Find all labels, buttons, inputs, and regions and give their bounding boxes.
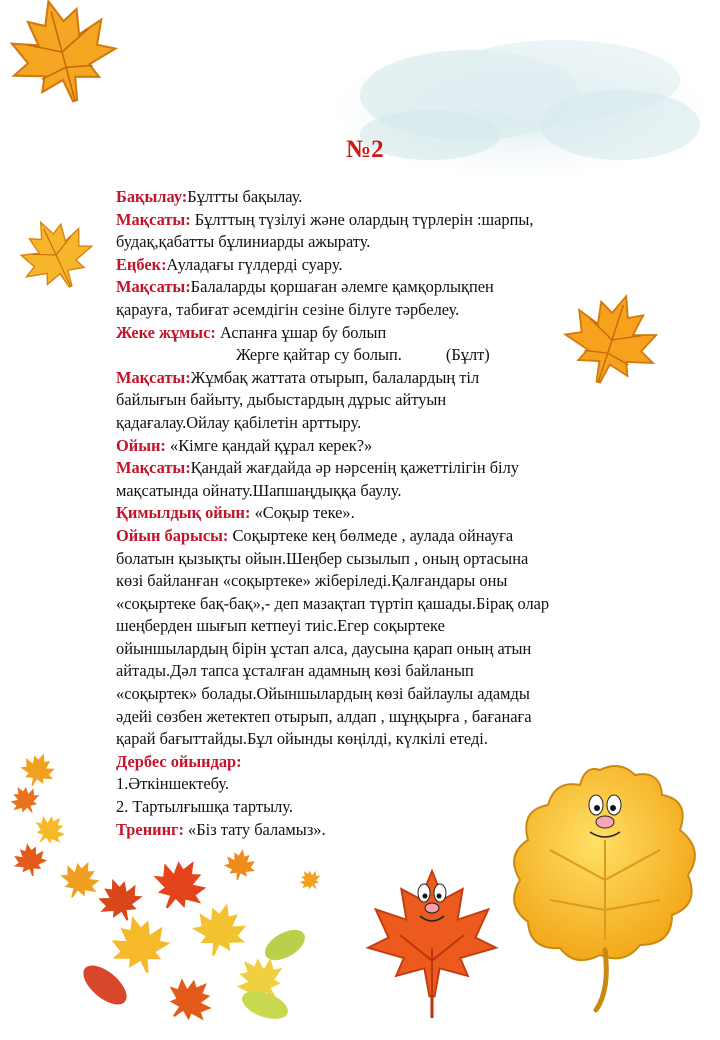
goal3-line	[116, 367, 616, 390]
game-process-line-2: «соқыртеке бақ-бақ»,- деп мазақтап түртіп қашады.Бірақ олар	[116, 593, 550, 613]
independent-line	[116, 751, 616, 774]
individual-line	[116, 322, 616, 345]
goal3-label: Мақсаты:	[116, 367, 191, 387]
goal4-text: Қандай жағдайда әр нәрсенің қажеттілігін білу	[190, 458, 519, 478]
maple-leaf-icon	[8, 207, 103, 301]
goal3-cont1: байлығын байыту, дыбыстардың дұрыс айтуын	[116, 390, 447, 410]
goal1-text: Бұлттың түзілуі және олардың түрлерін :шарпы,	[190, 209, 534, 229]
game-process-label: Ойын барысы:	[116, 525, 229, 545]
goal2-text: Балаларды қоршаған әлемге қамқорлықпен	[190, 277, 494, 297]
individual-riddle-line1: Аспанға ұшар бу болып	[215, 322, 387, 342]
independent-item: 1.Әткіншектебу.	[116, 774, 230, 794]
cloud-icon	[330, 40, 710, 180]
training-label: Тренинг:	[116, 819, 184, 839]
movement-line	[116, 502, 616, 525]
goal1-label: Мақсаты:	[116, 209, 191, 229]
game-process-line-7: әдейі сөзбен жетектеп отырып, алдап , шұңқырға , бағанаға	[116, 706, 532, 726]
goal4-label: Мақсаты:	[116, 458, 191, 478]
game1-label: Ойын:	[116, 435, 166, 455]
game-process-line-6: «соқыртек» болады.Ойыншылардың көзі байлаулы адамды	[116, 684, 530, 704]
game1-line	[116, 435, 616, 458]
training-text: «Біз тату баламыз».	[183, 819, 326, 839]
goal2-label: Мақсаты:	[116, 277, 191, 297]
goal1-line	[116, 209, 616, 232]
goal4-cont: мақсатында ойнату.Шапшаңдыққа баулу.	[116, 480, 402, 500]
game-process-line-0: болатын қызықты ойын.Шеңбер сызылып , оның ортасына	[116, 548, 529, 568]
observation-label: Бақылау:	[116, 187, 188, 206]
game-process-line-3: шеңберден шығып кетпеуі тиіс.Егер соқыртеке	[116, 616, 445, 636]
movement-text: «Соқыр теке».	[250, 503, 355, 523]
goal1-cont: будақ,қабатты бұлиниарды ажырату.	[116, 232, 371, 252]
goal3-cont2: қадағалау.Ойлау қабілетін арттыру.	[116, 412, 362, 432]
observation-line	[116, 186, 616, 209]
work-text: Ауладағы гүлдерді суару.	[166, 254, 343, 274]
page-title: №2	[346, 136, 384, 163]
game-process-line	[116, 525, 616, 548]
game-process-line-1: көзі байланған «соқыртеке» жіберіледі.Қалғандары оны	[116, 571, 508, 591]
work-line	[116, 254, 616, 277]
maple-leaf-icon	[0, 0, 126, 114]
goal2-cont: қарауға, табиғат әсемдігін сезіне білуге тәрбелеу.	[116, 299, 460, 319]
individual-label: Жеке жұмыс:	[116, 322, 216, 342]
individual-riddle-line2: Жерге қайтар су болып.	[236, 345, 402, 365]
game-process-line-8: қарай бағыттайды.Бұл ойынды көңілді, күлкілі етеді.	[116, 729, 488, 749]
game1-text: «Кімге қандай құрал керек?»	[165, 435, 373, 455]
lesson-content	[116, 186, 616, 841]
movement-label: Қимылдық ойын:	[116, 503, 251, 523]
observation-text: Бұлтты бақылау.	[187, 187, 303, 206]
training-line	[116, 819, 616, 842]
game-process-line-4: ойыншылардың бірін ұстап алса, даусына қарап оның атын	[116, 638, 532, 658]
individual-riddle-line2-row	[116, 344, 616, 367]
smiling-leaf-icon	[368, 871, 496, 1018]
goal3-text: Жұмбақ жаттата отырып, балалардың тіл	[190, 367, 480, 387]
riddle-answer: (Бұлт)	[445, 345, 490, 365]
goal4-line	[116, 457, 616, 480]
game-process-line-5: айтады.Дәл тапса ұсталған адамның көзі байланып	[116, 661, 474, 681]
work-label: Еңбек:	[116, 254, 167, 274]
independent-label: Дербес ойындар:	[116, 751, 242, 771]
game-process-text: Соқыртеке кең бөлмеде , аулада ойнауға	[228, 525, 514, 545]
goal2-line	[116, 276, 616, 299]
independent-item: 2. Тартылғышқа тартылу.	[116, 797, 293, 817]
